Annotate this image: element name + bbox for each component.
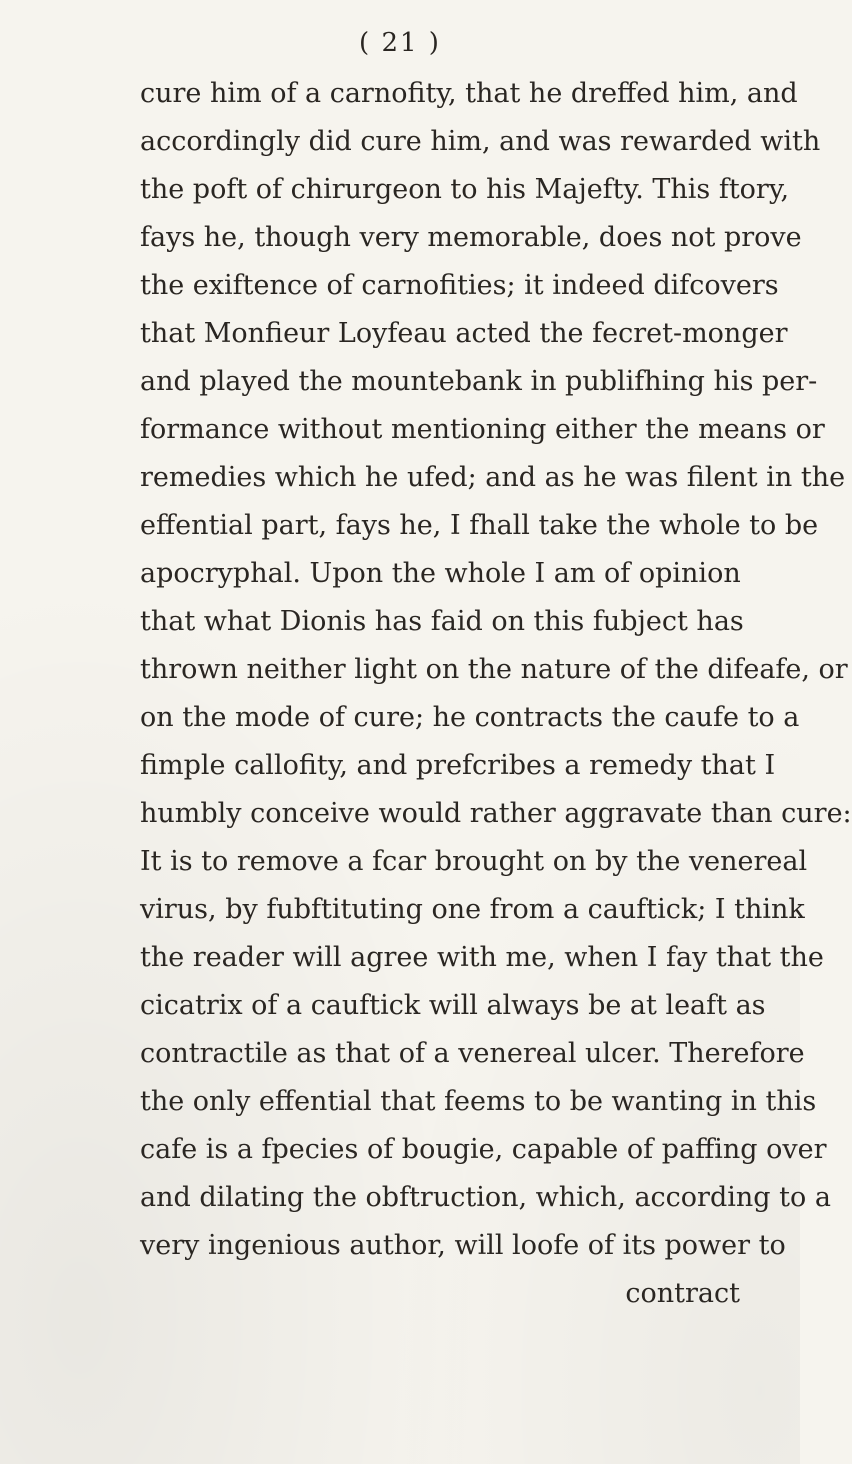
text-line: the exiftence of carnofities; it indeed difcovers	[140, 270, 779, 301]
text-line: that Monfieur Loyfeau acted the fecret-monger	[140, 318, 788, 349]
text-line: on the mode of cure; he contracts the caufe to a	[140, 702, 800, 733]
text-line: and dilating the obftruction, which, according to a	[140, 1182, 831, 1213]
text-line: and played the mountebank in publifhing his per-	[140, 366, 818, 397]
text-line: the reader will agree with me, when I fay that the	[140, 942, 824, 973]
text-line: accordingly did cure him, and was rewarded with	[140, 126, 821, 157]
text-line: fays he, though very memorable, does not prove	[140, 222, 802, 253]
body-text	[140, 70, 852, 1318]
text-line: the only effential that feems to be wanting in this	[140, 1086, 817, 1117]
text-line: humbly conceive would rather aggravate than cure:	[140, 798, 852, 829]
text-line: that what Dionis has faid on this fubject has	[140, 606, 744, 637]
text-line: fimple callofity, and prefcribes a remedy that I	[140, 750, 776, 781]
page-number: ( 21 )	[359, 28, 441, 58]
text-line: formance without mentioning either the means or	[140, 414, 825, 445]
text-line: cure him of a carnofity, that he dreffed him, and	[140, 78, 798, 109]
text-line: cicatrix of a cauftick will always be at leaft as	[140, 990, 766, 1021]
text-line: thrown neither light on the nature of the difeafe, or	[140, 654, 848, 685]
text-line: apocryphal. Upon the whole I am of opinion	[140, 558, 741, 589]
text-line: the poft of chirurgeon to his Majefty. This ftory,	[140, 174, 790, 205]
text-line: It is to remove a fcar brought on by the venereal	[140, 846, 808, 877]
text-line: remedies which he ufed; and as he was filent in the	[140, 462, 846, 493]
text-line: effential part, fays he, I fhall take the whole to be	[140, 510, 819, 541]
text-line: contractile as that of a venereal ulcer. Therefore	[140, 1038, 805, 1069]
text-line: cafe is a fpecies of bougie, capable of paffing over	[140, 1134, 827, 1165]
catchword: contract	[625, 1278, 740, 1309]
text-line: virus, by fubftituting one from a cauftick; I think	[140, 894, 805, 925]
text-line: very ingenious author, will loofe of its power to	[140, 1230, 786, 1261]
